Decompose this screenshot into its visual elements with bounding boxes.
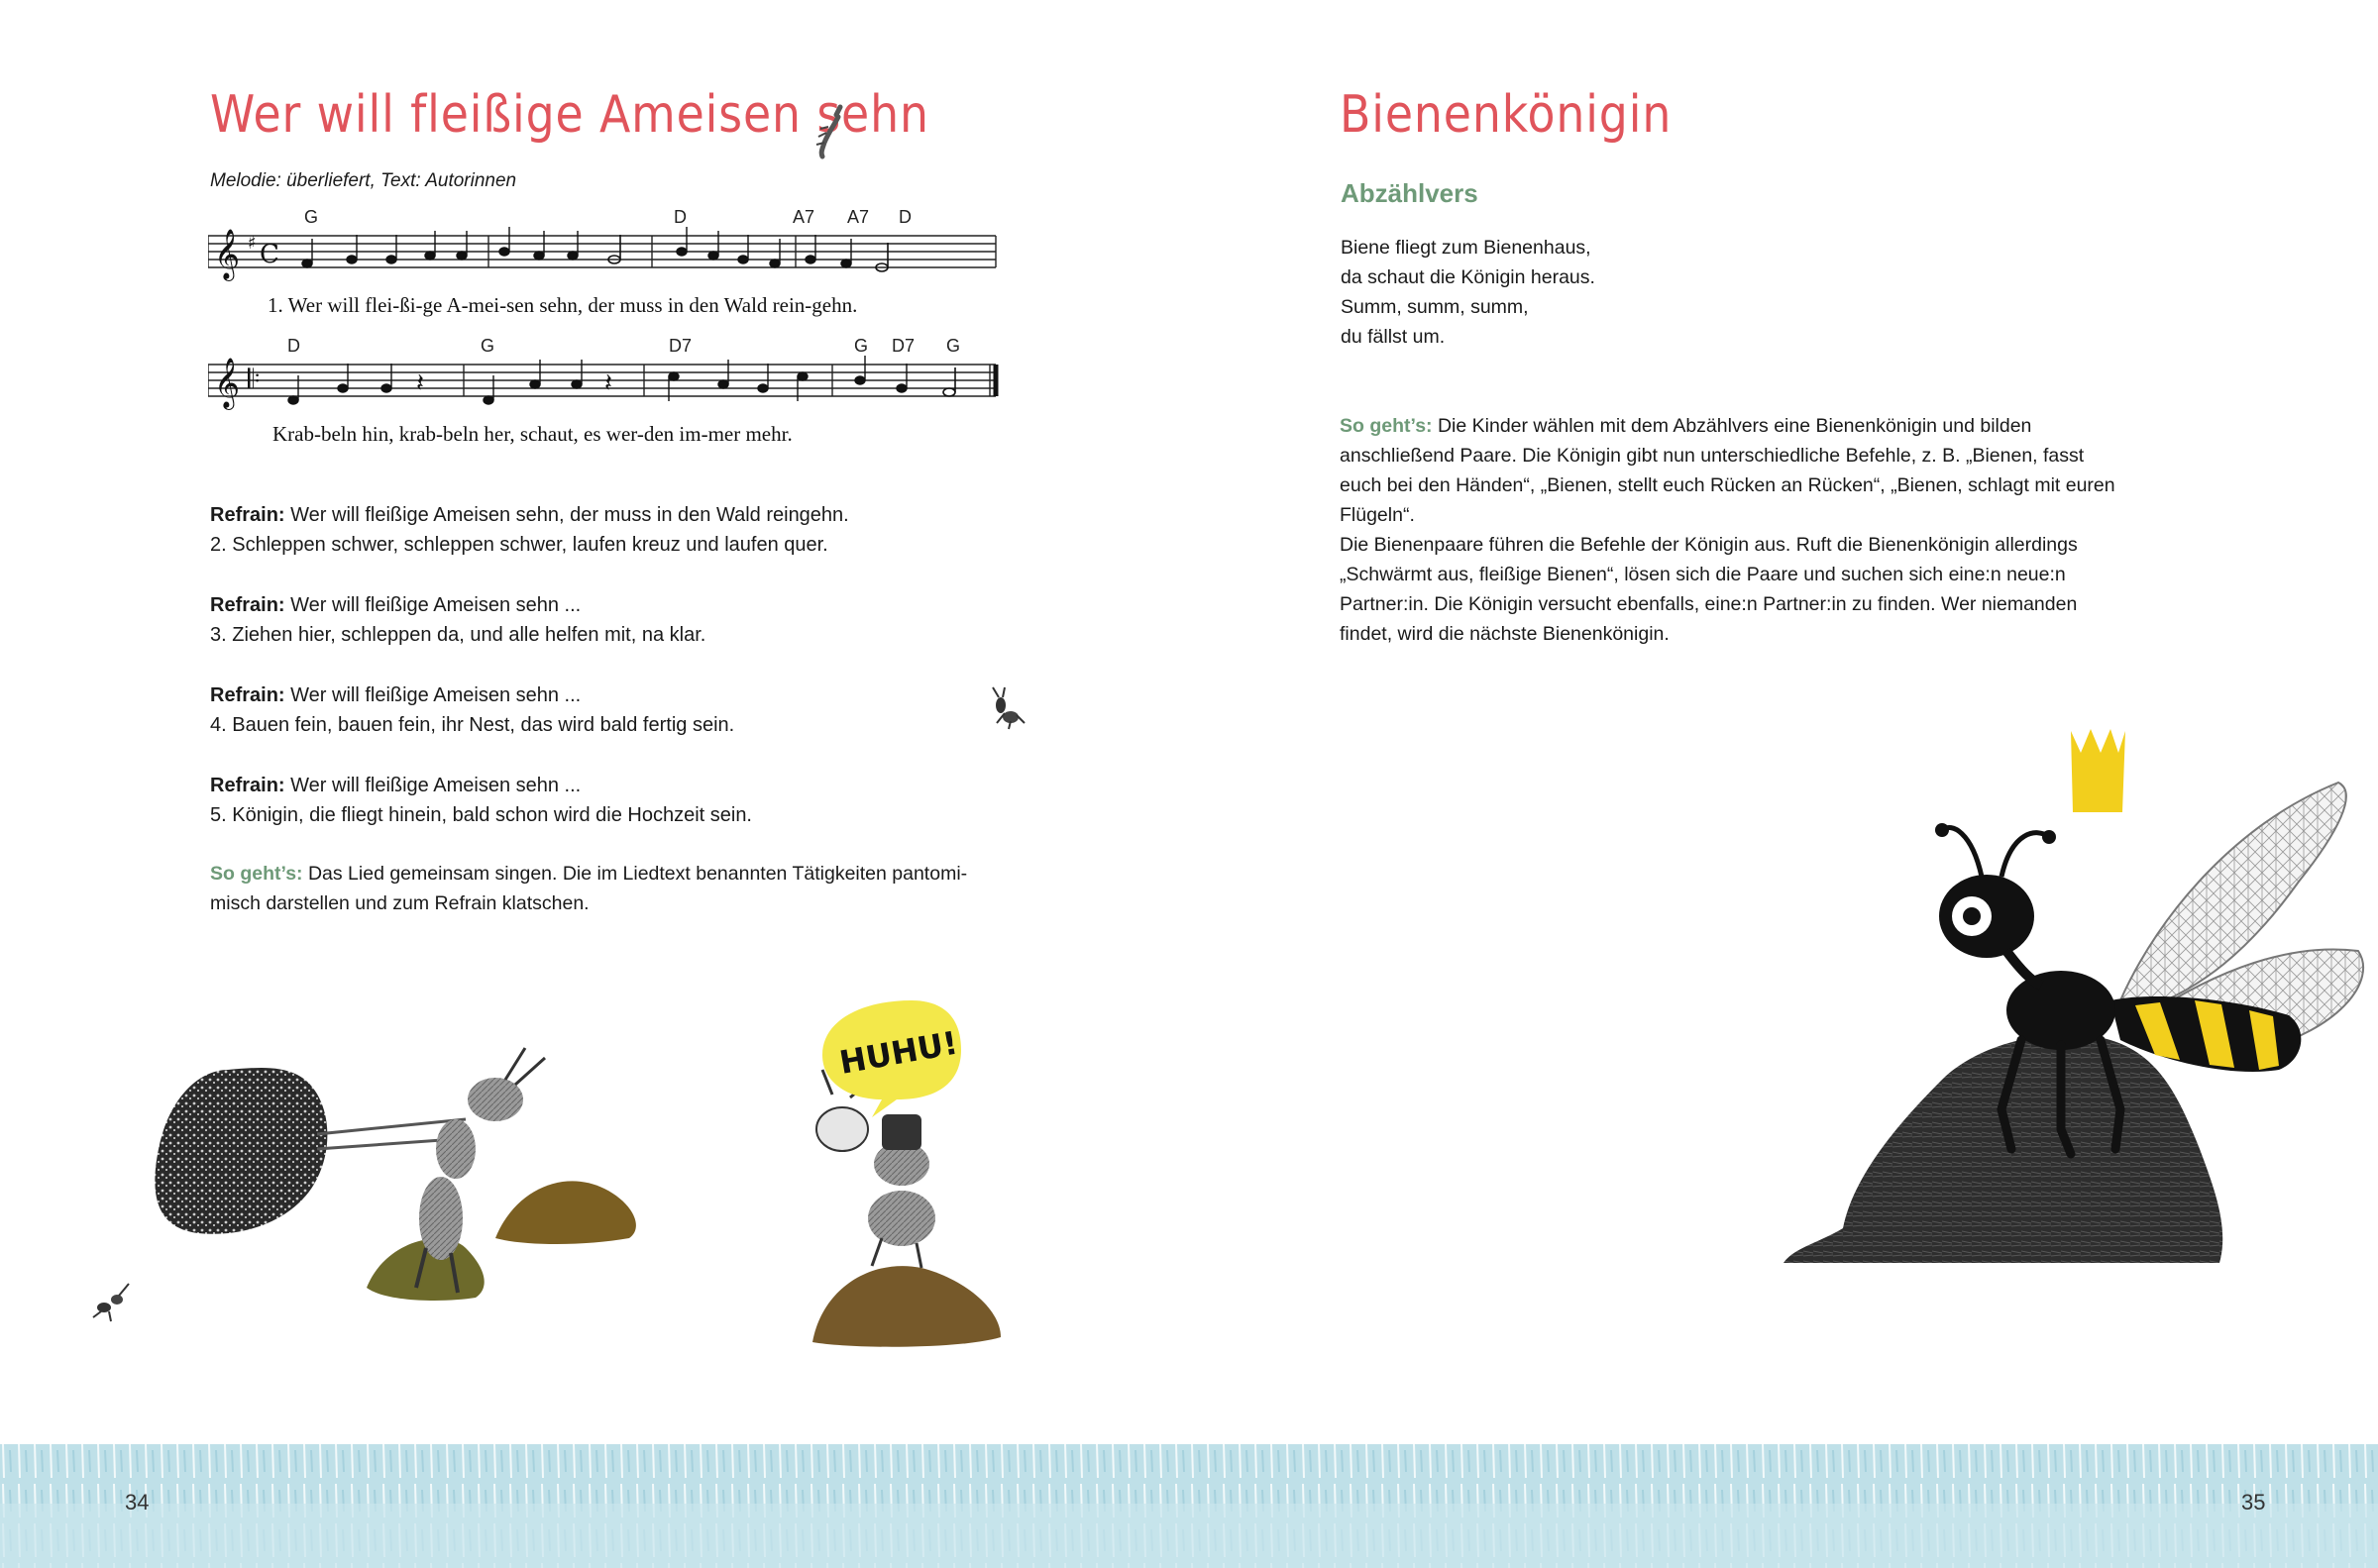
chord-label: G (854, 336, 869, 356)
howto-text: Flügeln“. (1340, 504, 1415, 526)
refrain-label: Refrain: (210, 504, 285, 526)
chord-label: D7 (669, 336, 693, 356)
speech-bubble-text: HUHU! (836, 1023, 961, 1082)
song-instructions (210, 859, 967, 918)
verse-text: 5. Königin, die fliegt hinein, bald schon wird die Hochzeit sein. (210, 804, 752, 826)
stone-icon (155, 1068, 327, 1234)
howto-text: Die Kinder wählen mit dem Abzählvers eine Bienenkönigin und bilden (1437, 415, 2032, 437)
howto-text: euch bei den Händen“, „Bienen, stellt euch Rücken an Rücken“, „Bienen, schlagt mit euren (1340, 474, 2115, 496)
lyrics-line-2: Krab-beln hin, krab-beln her, schaut, es wer-den im-mer mehr. (272, 422, 793, 446)
section-title: Bienenkönigin (1340, 85, 1673, 145)
howto-text: Partner:in. Die Königin versucht ebenfalls, eine:n Partner:in zu finden. Wer niemanden (1340, 593, 2078, 615)
howto-text: findet, wird die nächste Bienenkönigin. (1340, 623, 1670, 645)
refrain-text: Wer will fleißige Ameisen sehn ... (290, 594, 582, 616)
rest-icon: 𝄽 (604, 368, 612, 398)
howto-label: So geht’s: (1340, 415, 1433, 437)
refrain-text: Wer will fleißige Ameisen sehn, der muss in den Wald reingehn. (290, 504, 849, 526)
song-title: Wer will fleißige Ameisen sehn (210, 85, 929, 145)
chord-label: D (899, 207, 912, 227)
howto-text: „Schwärmt aus, fleißige Bienen“, lösen sich die Paare und suchen sich eine:n neue:n (1340, 564, 2066, 585)
stanza-2 (210, 500, 849, 560)
refrain-text: Wer will fleißige Ameisen sehn ... (290, 775, 582, 796)
common-time-icon: C (260, 240, 279, 269)
chord-label: G (481, 336, 495, 356)
crown-icon (2071, 729, 2125, 812)
refrain-label: Refrain: (210, 684, 285, 706)
page-number: 34 (125, 1490, 150, 1515)
ant-icon-tiny (93, 1284, 129, 1321)
right-page (1189, 0, 2378, 1568)
stanza-4 (210, 680, 734, 740)
verse-text: 2. Schleppen schwer, schleppen schwer, laufen kreuz und laufen quer. (210, 534, 828, 556)
chord-label: G (946, 336, 961, 356)
mound-icon (495, 1181, 636, 1244)
section-subtitle: Abzählvers (1341, 178, 1478, 208)
rhyme-line: Biene fliegt zum Bienenhaus, (1341, 237, 1591, 259)
chord-label: G (304, 207, 319, 227)
speech-bubble (822, 1000, 961, 1117)
bee-antenna (1942, 827, 2049, 877)
howto-text: Das Lied gemeinsam singen. Die im Liedtext benannten Tätigkeiten pantomi- (307, 863, 968, 885)
chord-label: A7 (793, 207, 815, 227)
rest-icon: 𝄽 (416, 368, 424, 398)
ant-standing-icon (816, 1070, 935, 1268)
music-staff-2 (208, 332, 1001, 451)
page-number: 35 (2241, 1490, 2266, 1515)
howto-text: Die Bienenpaare führen die Befehle der Königin aus. Ruft die Bienenkönigin allerdings (1340, 534, 2078, 556)
sharp-icon: ♯ (248, 233, 257, 254)
howto-text: anschließend Paare. Die Königin gibt nun unterschiedliche Befehle, z. B. „Bienen, fasst (1340, 445, 2085, 467)
howto-label: So geht’s: (210, 863, 303, 885)
game-instructions (1340, 411, 2115, 649)
repeat-sign-icon: 𝄆 (248, 365, 261, 394)
chord-label: D (287, 336, 300, 356)
ant-icon-title (811, 103, 846, 162)
verse-text: 3. Ziehen hier, schleppen da, und alle helfen mit, na klar. (210, 624, 706, 646)
rhyme-line: Summ, summ, summ, (1341, 296, 1529, 318)
ants-illustration (89, 991, 1060, 1367)
rock-icon (1784, 1034, 2222, 1263)
howto-text: misch darstellen und zum Refrain klatschen. (210, 892, 590, 914)
mound-icon (812, 1266, 1001, 1347)
mound-icon (367, 1238, 485, 1301)
ant-icon-small (981, 683, 1030, 733)
chord-label: A7 (847, 207, 870, 227)
verse-text: 4. Bauen fein, bauen fein, ihr Nest, das wird bald fertig sein. (210, 714, 735, 736)
refrain-label: Refrain: (210, 594, 285, 616)
rhyme-line: du fällst um. (1341, 326, 1446, 348)
refrain-label: Refrain: (210, 775, 285, 796)
stanza-3 (210, 590, 705, 650)
song-credits: Melodie: überliefert, Text: Autorinnen (210, 170, 517, 191)
refrain-text: Wer will fleißige Ameisen sehn ... (290, 684, 582, 706)
lyrics-line-1: 1. Wer will flei-ßi-ge A-mei-sen sehn, der muss in den Wald rein-gehn. (268, 293, 858, 317)
chord-label: D7 (892, 336, 916, 356)
bee-queen-illustration (1645, 713, 2378, 1278)
counting-rhyme (1341, 233, 1595, 352)
music-staff-1 (208, 203, 1001, 322)
rhyme-line: da schaut die Königin heraus. (1341, 266, 1595, 288)
treble-clef-icon: 𝄞 (214, 358, 241, 408)
stanza-5 (210, 771, 752, 830)
treble-clef-icon: 𝄞 (214, 229, 241, 279)
chord-label: D (674, 207, 687, 227)
